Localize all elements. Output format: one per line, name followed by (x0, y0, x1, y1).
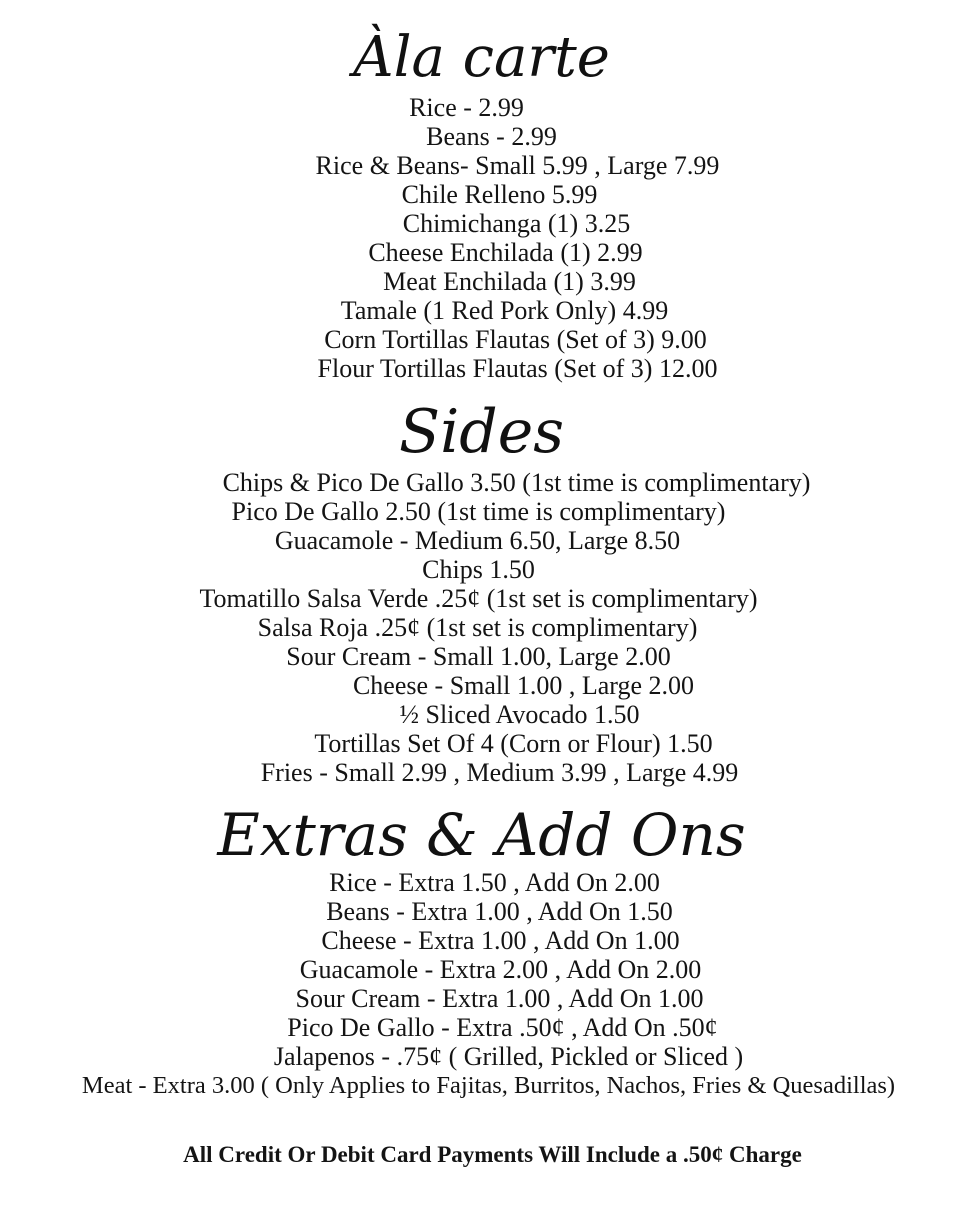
extras-list (0, 868, 963, 1100)
menu-item: Rice & Beans- Small 5.99 , Large 7.99 (315, 151, 720, 180)
menu-item: Meat Enchilada (1) 3.99 (383, 267, 636, 296)
menu-item: Sour Cream - Extra 1.00 , Add On 1.00 (295, 984, 704, 1013)
sides-list (0, 468, 963, 787)
menu-item: Pico De Gallo 2.50 (1st time is complimentary) (231, 497, 726, 526)
menu-item: Guacamole - Medium 6.50, Large 8.50 (274, 526, 681, 555)
menu-item: Chips & Pico De Gallo 3.50 (1st time is complimentary) (222, 468, 811, 497)
menu-item: Salsa Roja .25¢ (1st set is complimentary) (257, 613, 698, 642)
menu-item: Jalapenos - .75¢ ( Grilled, Pickled or Sliced ) (273, 1042, 744, 1071)
menu-item: Tamale (1 Red Pork Only) 4.99 (340, 296, 669, 325)
menu-item: Rice - Extra 1.50 , Add On 2.00 (329, 868, 660, 897)
menu-item: Chimichanga (1) 3.25 (402, 209, 631, 238)
menu-item: Chile Relleno 5.99 (401, 180, 598, 209)
menu-item: Tortillas Set Of 4 (Corn or Flour) 1.50 (314, 729, 713, 758)
menu-item: Chips 1.50 (422, 555, 535, 584)
menu-item: Beans - Extra 1.00 , Add On 1.50 (326, 897, 673, 926)
menu-item: Pico De Gallo - Extra .50¢ , Add On .50¢ (287, 1013, 718, 1042)
menu-item: Corn Tortillas Flautas (Set of 3) 9.00 (324, 325, 707, 354)
menu-item: Cheese Enchilada (1) 2.99 (368, 238, 643, 267)
section-title-alacarte: Àla carte (353, 25, 610, 90)
menu-item: Cheese - Small 1.00 , Large 2.00 (352, 671, 695, 700)
menu-item: Sour Cream - Small 1.00, Large 2.00 (286, 642, 671, 671)
menu-item: Fries - Small 2.99 , Medium 3.99 , Large 4.99 (260, 758, 739, 787)
menu-item: Tomatillo Salsa Verde .25¢ (1st set is complimentary) (199, 584, 758, 613)
menu-item: Flour Tortillas Flautas (Set of 3) 12.00 (317, 354, 718, 383)
menu-item: Rice - 2.99 (409, 93, 524, 122)
card-fee-note: All Credit Or Debit Card Payments Will Include a .50¢ Charge (183, 1142, 802, 1167)
menu-item: Meat - Extra 3.00 ( Only Applies to Fajitas, Burritos, Nachos, Fries & Quesadillas) (81, 1072, 896, 1099)
alacarte-list (0, 93, 963, 383)
section-title-extras: Extras & Add Ons (217, 801, 746, 869)
menu-item: ½ Sliced Avocado 1.50 (399, 700, 640, 729)
menu-item: Beans - 2.99 (426, 122, 557, 151)
menu-item: Cheese - Extra 1.00 , Add On 1.00 (321, 926, 680, 955)
menu-item: Guacamole - Extra 2.00 , Add On 2.00 (299, 955, 702, 984)
section-title-sides: Sides (399, 397, 564, 467)
